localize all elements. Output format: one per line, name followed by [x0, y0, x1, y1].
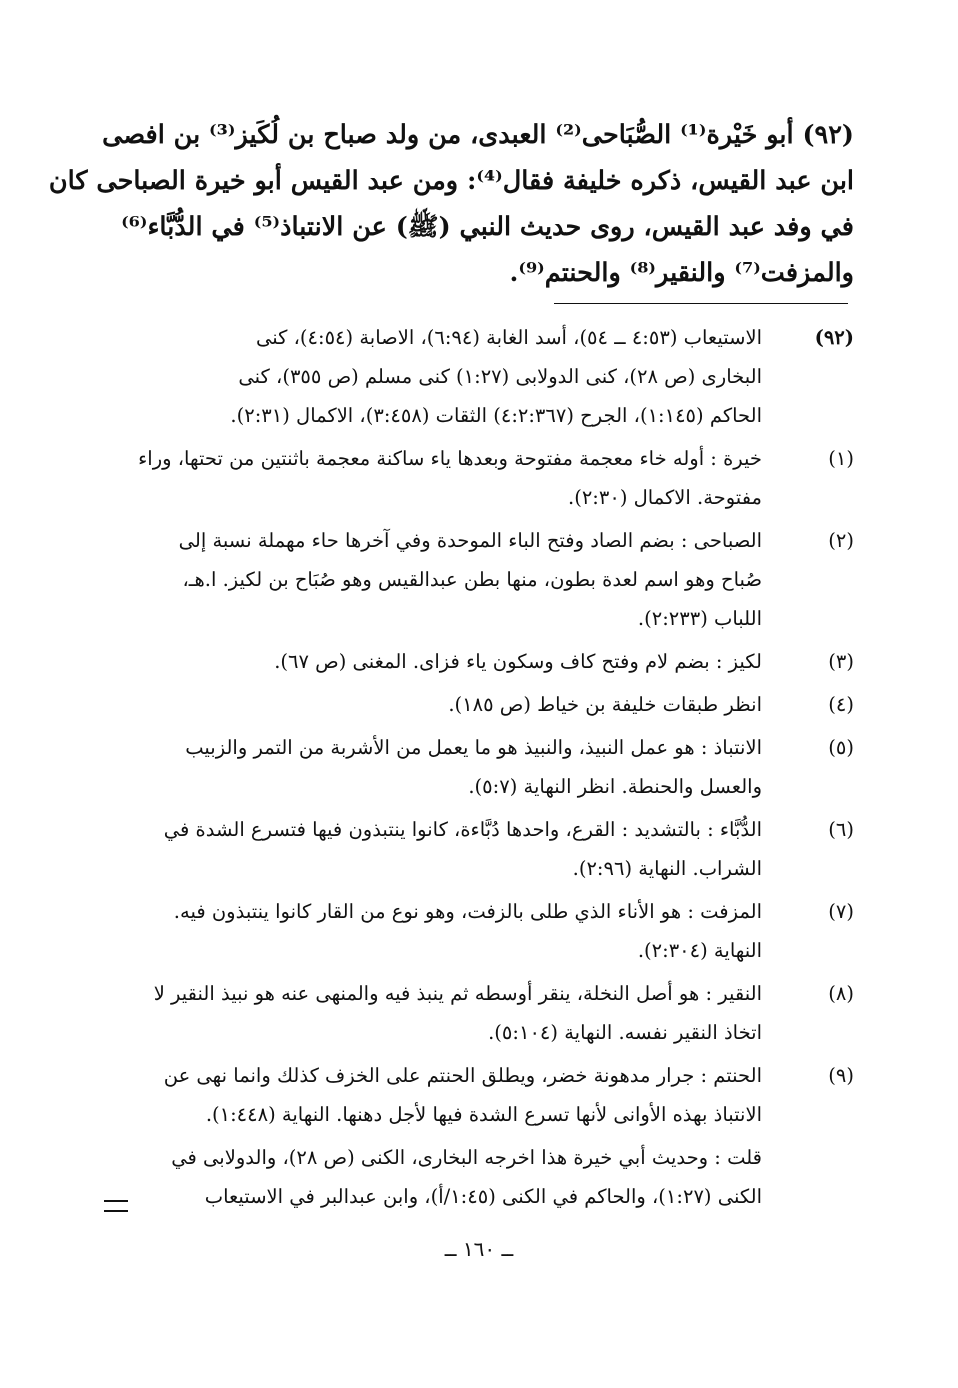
- footnote-line: لكيز : بضم لام وفتح كاف وسكون ياء فزاى. المغنى (ص ٦٧).: [274, 650, 762, 673]
- main-paragraph: [48, 112, 854, 296]
- footnote-line: الشراب. النهاية (٢:٩٦).: [572, 857, 762, 880]
- footnote-entry-3: [104, 642, 854, 681]
- footnote-number: (٩): [828, 1064, 854, 1087]
- footnote-entry-2: [104, 521, 854, 638]
- footnote-line: النقير : هو أصل النخلة، ينقر أوسطه ثم ينبذ فيه والمنهى عنه هو نبيذ النقير لا: [153, 982, 762, 1005]
- footnote-line: اللباب (٢:٢٣٣).: [637, 607, 762, 630]
- footnote-entry-92: [104, 318, 854, 435]
- footnote-number: (٢): [828, 529, 854, 552]
- footnote-number: (٩٢): [814, 326, 854, 349]
- footnote-line: الصباحى : بضم الصاد وفتح الباء الموحدة وفي آخرها حاء مهملة نسبة إلى: [178, 529, 762, 552]
- footnote-line: الحاكم (١:١٤٥)، الجرح (٤:٢:٣٦٧) الثقات (٣:٤٥٨)، الاكمال (٢:٣١).: [230, 404, 762, 427]
- footnote-line: الحنتم : جرار مدهونة خضر، ويطلق الحنتم على الخزف كذلك وانما نهى عن: [163, 1064, 762, 1087]
- footnote-line: الدُّبَّاء : بالتشديد : القرع، واحدها دُبَّاءة، كانوا ينتبذون فيها فتسرع الشدة في: [163, 818, 762, 841]
- footnote-number: (٨): [828, 982, 854, 1005]
- footnote-entry-7: [104, 892, 854, 970]
- editor-remark: [104, 1138, 854, 1216]
- footnote-number: (٧): [828, 900, 854, 923]
- footnote-line: اتخاذ النقير نفسه. النهاية (٥:١٠٤).: [488, 1021, 762, 1044]
- footnote-entry-4: [104, 685, 854, 724]
- footnote-line: صُباح وهو اسم لعدة بطون، منها بطن عبدالقيس وهو صُبَاح بن لكيز. ا.هـ،: [182, 568, 762, 591]
- footnote-entry-1: [104, 439, 854, 517]
- remark-line: الكنى (١:٢٧)، والحاكم في الكنى (١:٤٥/أ)، وابن عبدالبر في الاستيعاب: [204, 1185, 762, 1208]
- remark-line: قلت : وحديث أبي خيرة هذا اخرجه البخارى، الكنى (ص ٢٨)، والدولابى في: [171, 1146, 762, 1169]
- footnote-line: المزفت : هو الأناء الذي طلى بالزفت، وهو نوع من القار كانوا ينتبذون فيه.: [173, 900, 762, 923]
- continuation-mark: [104, 1200, 128, 1212]
- footnote-entry-5: [104, 728, 854, 806]
- footnote-entry-9: [104, 1056, 854, 1134]
- footnote-line: الانتباذ : هو عمل النبيذ، والنبيذ هو ما يعمل من الأشربة من التمر والزبيب: [185, 736, 762, 759]
- footnote-separator: [554, 303, 848, 304]
- footnote-number: (٥): [828, 736, 854, 759]
- footnote-line: انظر طبقات خليفة بن خياط (ص ١٨٥).: [448, 693, 762, 716]
- main-line: والمزفت⁽⁷⁾ والنقير⁽⁸⁾ والحنتم⁽⁹⁾.: [509, 258, 854, 288]
- footnote-line: مفتوحة. الاكمال (٢:٣٠).: [568, 486, 762, 509]
- footnote-line: الاستيعاب (٤:٥٣ ــ ٥٤)، أسد الغابة (٦:٩٤)، الاصابة (٤:٥٤)، كنى: [256, 326, 762, 349]
- footnote-number: (٤): [828, 693, 854, 716]
- page-number: ــ ١٦٠ ــ: [444, 1237, 514, 1261]
- footnote-line: البخارى (ص ٢٨)، كنى الدولابى (١:٢٧) كنى مسلم (ص ٣٥٥)، كنى: [238, 365, 762, 388]
- footnote-number: (٣): [828, 650, 854, 673]
- footnotes: [104, 318, 854, 1216]
- footnote-line: النهاية (٢:٣٠٤).: [637, 939, 762, 962]
- footnote-entry-6: [104, 810, 854, 888]
- footnote-line: خيرة : أوله خاء معجمة مفتوحة وبعدها ياء ساكنة معجمة باثنتين من تحتها، وراء: [138, 447, 762, 470]
- main-line: في وفد عبد القيس، روى حديث النبي (ﷺ) عن الانتباذ⁽⁵⁾ في الدُّبَّاء⁽⁶⁾: [121, 212, 854, 242]
- main-line: (٩٢) أبو خَيْرة⁽¹⁾ الصُّبَاحى⁽²⁾ العبدى، من ولد صباح بن لُكَيز⁽³⁾ بن افصى: [102, 120, 854, 150]
- main-line: ابن عبد القيس، ذكره خليفة فقال⁽⁴⁾: ومن عبد القيس أبو خيرة الصباحى كان: [48, 166, 854, 196]
- footnote-line: الانتباذ بهذه الأوانى لأنها تسرع الشدة فيها لأجل دهنها. النهاية (١:٤٤٨).: [205, 1103, 762, 1126]
- footnote-entry-8: [104, 974, 854, 1052]
- footnote-number: (١): [828, 447, 854, 470]
- footnote-line: والعسل والحنطة. انظر النهاية (٥:٧).: [468, 775, 762, 798]
- footnote-number: (٦): [828, 818, 854, 841]
